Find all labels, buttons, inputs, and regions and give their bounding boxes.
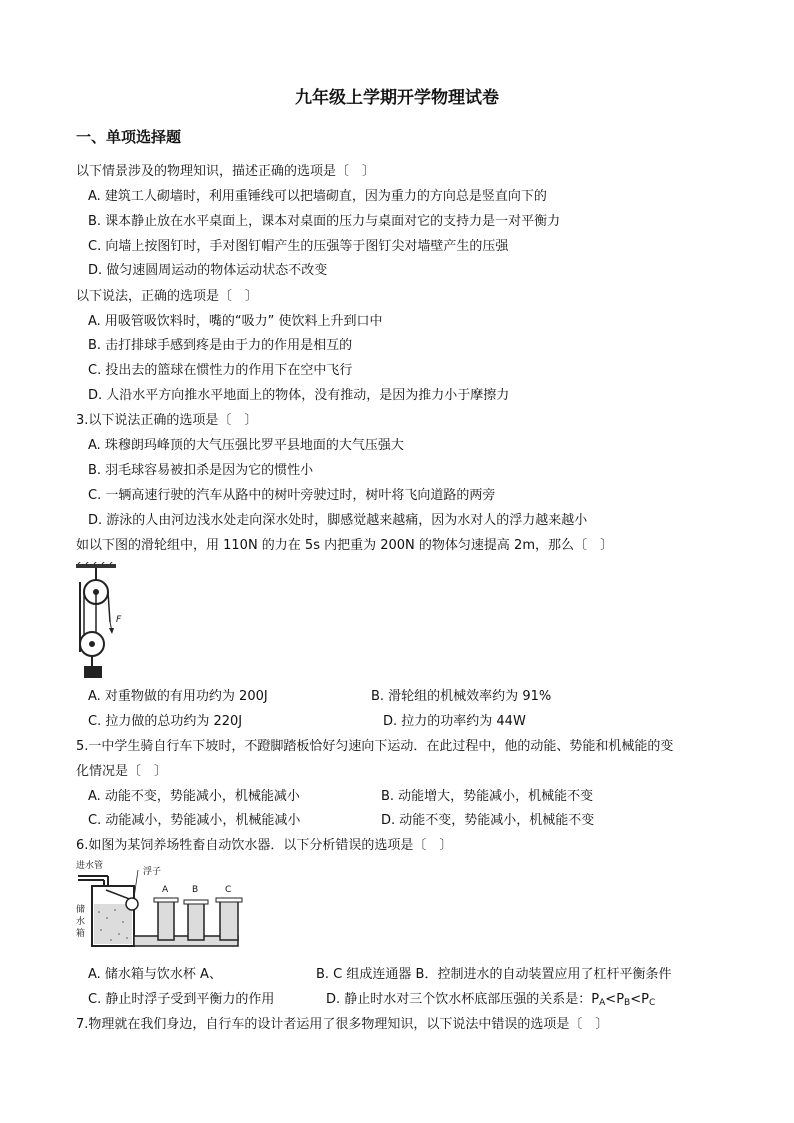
q1-option-b[interactable]: B. 课本静止放在水平桌面上，课本对桌面的压力与桌面对它的支持力是一对平衡力 [88,214,561,229]
q3-option-d[interactable]: D. 游泳的人由河边浅水处走向深水处时，脚感觉越来越痛，因为水对人的浮力越来越小 [88,513,588,528]
q1-option-a[interactable]: A. 建筑工人砌墙时，利用重锤线可以把墙砌直，因为重力的方向总是竖直向下的 [88,189,547,204]
cup-c-label: C [225,885,232,895]
q4-stem: 如以下图的滑轮组中，用 110N 的力在 5s 内把重为 200N 的物体匀速提高 2m，那么〔 〕 [76,538,613,553]
q3-option-a[interactable]: A. 珠穆朗玛峰顶的大气压强比罗平县地面的大气压强大 [88,438,404,453]
q7-stem: 7.物理就在我们身边，自行车的设计者运用了很多物理知识，以下说法中错误的选项是〔 〕 [76,1017,609,1032]
q5-option-d[interactable]: D. 动能不变，势能减小，机械能不变 [381,813,595,828]
q1-option-c[interactable]: C. 向墙上按图钉时，手对图钉帽产生的压强等于图钉尖对墙壁产生的压强 [88,239,509,254]
q2-option-b[interactable]: B. 击打排球手感到疼是由于力的作用是相互的 [88,338,353,353]
q6-option-a[interactable]: A. 储水箱与饮水杯 A、 [88,967,222,982]
pulley-figure [74,562,134,680]
q6-option-d-text: D. 静止时水对三个饮水杯底部压强的关系是： [326,992,592,1007]
q6-option-d[interactable]: D. 静止时水对三个饮水杯底部压强的关系是：$P_A<P_B<P_C$ [326,992,656,1008]
pressure-c: $P_C$ [641,992,656,1008]
q5-option-a[interactable]: A. 动能不变，势能减小，机械能减小 [88,789,300,804]
pressure-a: $P_A$ [591,992,606,1008]
force-label: F [116,615,122,625]
tank-label-3: 箱 [76,929,86,939]
q4-option-c[interactable]: C. 拉力做的总功约为 220J [88,714,243,729]
q3-stem: 3.以下说法正确的选项是〔 〕 [76,413,258,428]
q2-option-c[interactable]: C. 投出去的篮球在惯性力的作用下在空中飞行 [88,363,353,378]
q5-stem-cont: 化情况是〔 〕 [76,764,168,779]
q6-option-c[interactable]: C. 静止时浮子受到平衡力的作用 [88,992,275,1007]
pressure-b: $P_B$ [616,992,631,1008]
q2-option-d[interactable]: D. 人沿水平方向推水平地面上的物体，没有推动，是因为推力小于摩擦力 [88,388,510,403]
q4-option-d[interactable]: D. 拉力的功率约为 44W [383,714,526,729]
section-heading: 一、单项选择题 [76,128,182,146]
q6-option-b[interactable]: B. C 组成连通器 B．控制进水的自动装置应用了杠杆平衡条件 [316,967,672,982]
q2-option-a[interactable]: A. 用吸管吸饮料时，嘴的“吸力” 使饮料上升到口中 [88,314,383,329]
q1-option-d[interactable]: D. 做匀速圆周运动的物体运动状态不改变 [88,263,328,278]
tank-label-1: 储 [76,905,86,915]
q3-option-c[interactable]: C. 一辆高速行驶的汽车从路中的树叶旁驶过时，树叶将飞向道路的两旁 [88,488,496,503]
q5-option-c[interactable]: C. 动能减小，势能减小，机械能减小 [88,813,301,828]
q4-option-b[interactable]: B. 滑轮组的机械效率约为 91% [371,689,552,704]
q5-stem: 5.一中学生骑自行车下坡时，不蹬脚踏板恰好匀速向下运动．在此过程中，他的动能、势能和机械能的变 [76,739,674,754]
q1-stem: 以下情景涉及的物理知识，描述正确的选项是〔 〕 [76,164,376,179]
cup-b-label: B [192,885,199,895]
q6-stem: 6.如图为某饲养场牲畜自动饮水器．以下分析错误的选项是〔 〕 [76,838,453,853]
inlet-pipe-label: 进水管 [76,861,104,871]
page-title: 九年级上学期开学物理试卷 [295,88,499,108]
q4-option-a[interactable]: A. 对重物做的有用功约为 200J [88,689,268,704]
cup-a-label: A [162,885,169,895]
tank-label-2: 水 [76,917,86,927]
float-label: 浮子 [143,867,162,877]
q3-option-b[interactable]: B. 羽毛球容易被扣杀是因为它的惯性小 [88,463,314,478]
q5-option-b[interactable]: B. 动能增大，势能减小，机械能不变 [381,789,594,804]
q2-stem: 以下说法，正确的选项是〔 〕 [76,289,259,304]
